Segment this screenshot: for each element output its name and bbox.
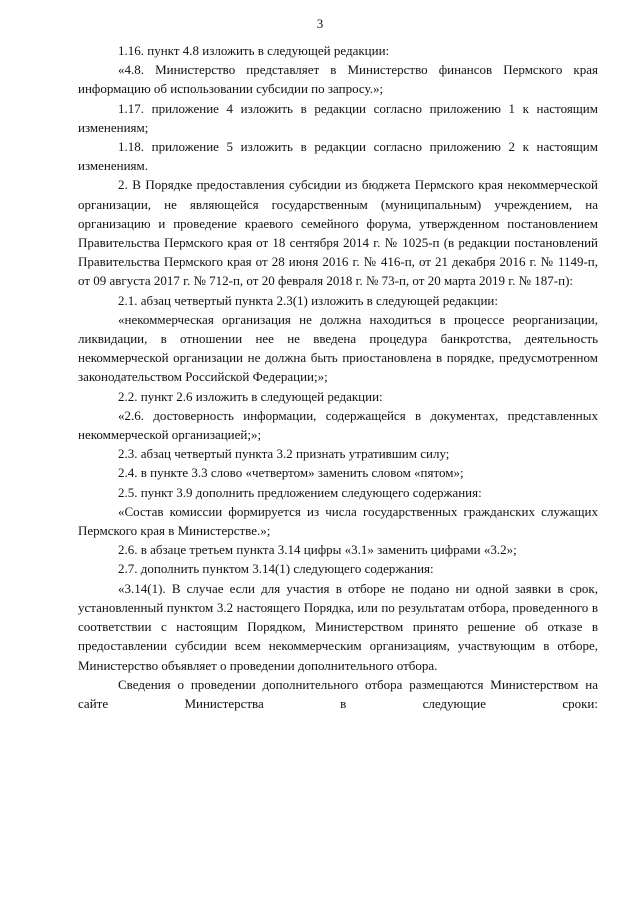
paragraph-2-intro: 2. В Порядке предоставления субсидии из бюджета Пермского края некоммерческой организации, не являющейся государственным (муниципальным) учреждением, на организацию и проведение краевого семейного форума, утвержденном постановлением Правительства Пермского края от 18 сентября 2014 г. № 1025-п (в редакции постановлений Правительства Пермского края от 28 июня 2016 г. № 416-п, от 21 декабря 2016 г. № 1149-п, от 09 августа 2017 г. № 712-п, от 20 февраля 2018 г. № 73-п, от 20 марта 2019 г. № 187-п): (78, 177, 598, 289)
paragraph-commission-quote: «Состав комиссии формируется из числа государственных гражданских служащих Пермского края в Министерстве.»; (78, 503, 598, 539)
paragraph-3-14-1-quote: «3.14(1). В случае если для участия в отборе не подано ни одной заявки в срок, установленный пунктом 3.2 настоящего Порядка, или по результатам отбора, проведенного в соответствии с настоящим Порядком, Министерством принято решение об отказе в предоставлении субсидии всем некоммерческим организациям, участвующим в отборе, Министерство объявляет о проведении дополнительного отбора. (78, 580, 598, 673)
paragraph-2-3: 2.3. абзац четвертый пункта 3.2 признать утратившим силу; (118, 446, 450, 462)
paragraph-additional-selection-info: Сведения о проведении дополнительного отбора размещаются Министерством на сайте Министерства в следующие сроки: (78, 676, 598, 711)
paragraph-1-17: 1.17. приложение 4 изложить в редакции согласно приложению 1 к настоящим изменениям; (78, 100, 598, 135)
paragraph-2-4: 2.4. в пункте 3.3 слово «четвертом» заменить словом «пятом»; (118, 465, 464, 481)
paragraph-1-18: 1.18. приложение 5 изложить в редакции согласно приложению 2 к настоящим изменениям. (78, 139, 598, 174)
paragraph-2-2: 2.2. пункт 2.6 изложить в следующей редакции: (118, 388, 383, 404)
paragraph-2-7: 2.7. дополнить пунктом 3.14(1) следующего содержания: (118, 561, 434, 577)
document-body (78, 41, 598, 713)
page-number: 3 (316, 16, 324, 31)
paragraph-1-16: 1.16. пункт 4.8 изложить в следующей редакции: (118, 43, 390, 58)
paragraph-2-1-quote: «некоммерческая организация не должна находиться в процессе реорганизации, ликвидации, в отношении нее не введена процедура банкротства, деятельность некоммерческой организации не должна быть приостановлена в порядке, предусмотренном законодательством Российской Федерации;»; (78, 311, 598, 385)
paragraph-2-1: 2.1. абзац четвертый пункта 2.3(1) изложить в следующей редакции: (118, 292, 498, 308)
paragraph-2-6-quote: «2.6. достоверность информации, содержащейся в документах, представленных некоммерческой организацией;»; (78, 407, 598, 443)
paragraph-2-6: 2.6. в абзаце третьем пункта 3.14 цифры «3.1» заменить цифрами «3.2»; (118, 542, 517, 558)
paragraph-4-8-quote: «4.8. Министерство представляет в Министерство финансов Пермского края информацию об использовании субсидии по запросу.»; (78, 62, 598, 97)
paragraph-2-5: 2.5. пункт 3.9 дополнить предложением следующего содержания: (118, 484, 482, 500)
